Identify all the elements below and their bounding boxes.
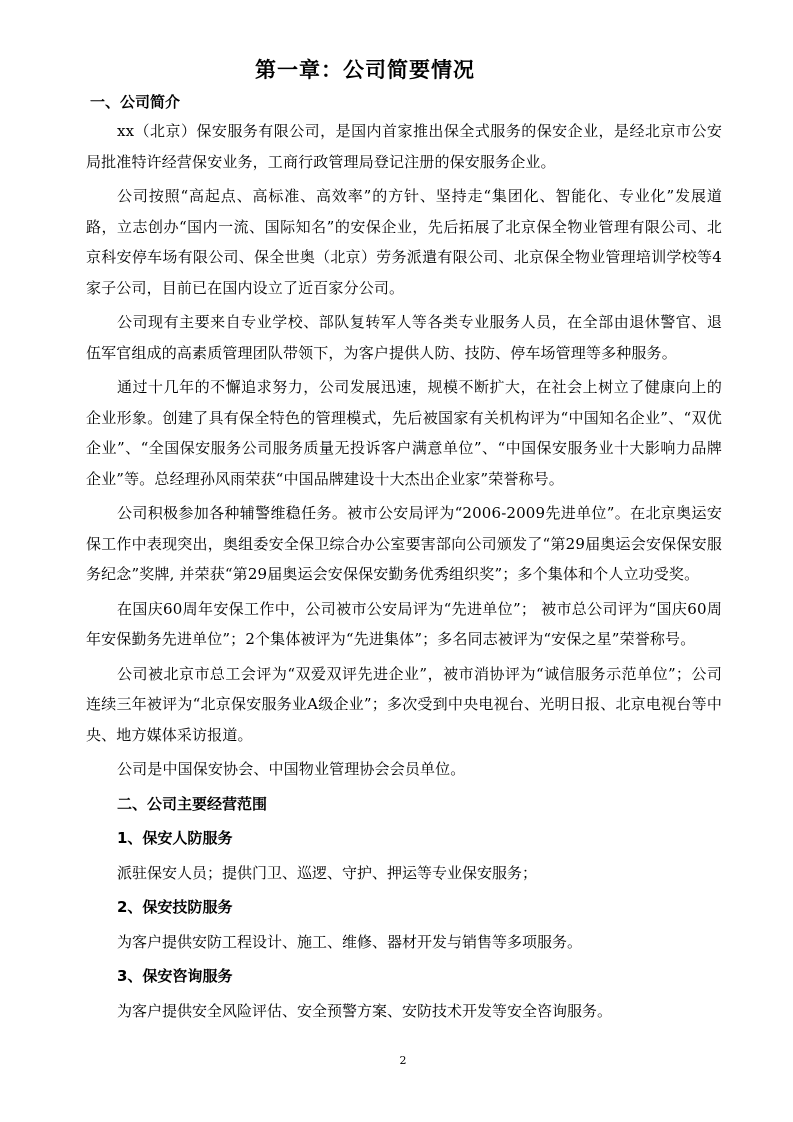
subsection-heading: 2、保安技防服务 bbox=[117, 898, 233, 916]
paragraph: 公司是中国保安协会、中国物业管理协会会员单位。 bbox=[117, 760, 466, 778]
document-body bbox=[86, 116, 722, 1030]
subsection-text: 为客户提供安全风险评估、安全预警方案、安防技术开发等安全咨询服务。 bbox=[117, 1001, 613, 1020]
section-heading-company-intro: 一、公司简介 bbox=[90, 93, 181, 111]
subsection-text: 派驻保安人员；提供门卫、巡逻、守护、押运等专业保安服务； bbox=[117, 863, 538, 882]
subsection-text: 为客户提供安防工程设计、施工、维修、器材开发与销售等多项服务。 bbox=[117, 932, 583, 951]
subsection-heading: 3、保安咨询服务 bbox=[117, 967, 233, 985]
paragraph: 公司被北京市总工会评为“双爱双评先进企业”，被市消协评为“诚信服务示范单位”；公司连续三年被评为“北京保安服务业A级企业”；多次受到中央电视台、光明日报、北京电视台等中央、地方媒体采访报道。 bbox=[86, 664, 722, 744]
page-number: 2 bbox=[399, 1054, 407, 1067]
chapter-title: 第一章：公司简要情况 bbox=[255, 58, 475, 82]
paragraph: 公司按照“高起点、高标准、高效率”的方针、坚持走“集团化、智能化、专业化”发展道路，立志创办“国内一流、国际知名”的安保企业，先后拓展了北京保全物业管理有限公司、北京科安停车场有限公司、保全世奥（北京）劳务派遣有限公司、北京保全物业管理培训学校等4家子公司，目前已在国内设立了近百家分公司。 bbox=[86, 187, 722, 297]
paragraph: 公司现有主要来自专业学校、部队复转军人等各类专业服务人员，在全部由退休警官、退伍军官组成的高素质管理团队带领下，为客户提供人防、技防、停车场管理等多种服务。 bbox=[86, 313, 722, 362]
paragraph: 公司积极参加各种辅警维稳任务。被市公安局评为“2006-2009先进单位”。在北京奥运安保工作中表现突出，奥组委安全保卫综合办公室要害部向公司颁发了“第29届奥运会安保保安服务纪念”奖牌, 并荣获“第29届奥运会安保保安勤务优秀组织奖”；多个集体和个人立功受奖。 bbox=[86, 504, 722, 583]
paragraph: 通过十几年的不懈追求努力，公司发展迅速，规模不断扩大，在社会上树立了健康向上的企业形象。创建了具有保全特色的管理模式，先后被国家有关机构评为“中国知名企业”、“双优企业”、“全国保安服务公司服务质量无投诉客户满意单位”、“中国保安服务业十大影响力品牌企业”等。总经理孙风雨荣获“中国品牌建设十大杰出企业家”荣誉称号。 bbox=[86, 378, 722, 488]
subsection-heading: 1、保安人防服务 bbox=[117, 829, 233, 847]
paragraph: xx（北京）保安服务有限公司，是国内首家推出保全式服务的保安企业，是经北京市公安局批准特许经营保安业务，工商行政管理局登记注册的保安服务企业。 bbox=[86, 122, 722, 171]
section-heading-business-scope: 二、公司主要经营范围 bbox=[117, 794, 268, 813]
paragraph: 在国庆60周年安保工作中，公司被市公安局评为“先进单位”； 被市总公司评为“国庆60周年安保勤务先进单位”；2个集体被评为“先进集体”；多名同志被评为“安保之星”荣誉称号。 bbox=[86, 599, 722, 648]
